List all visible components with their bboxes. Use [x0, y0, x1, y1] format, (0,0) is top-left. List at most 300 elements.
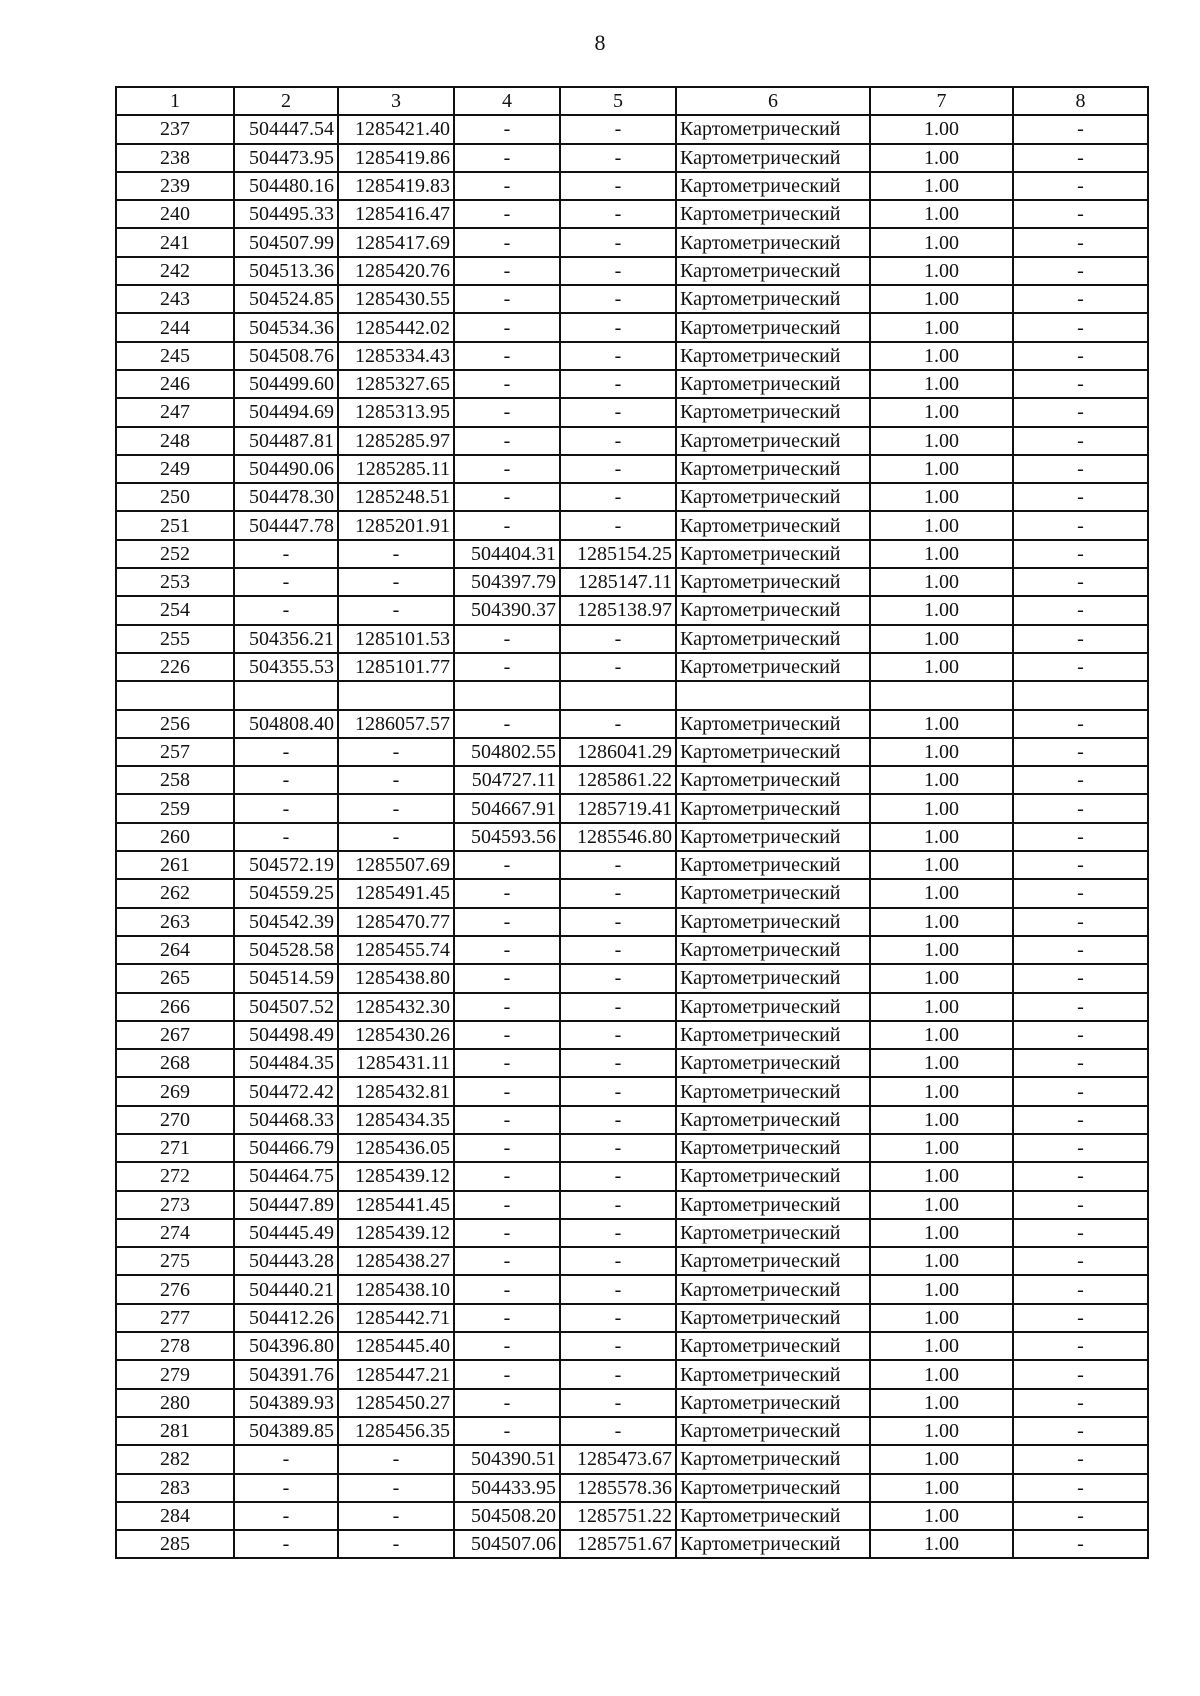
table-cell: -: [560, 936, 676, 964]
table-cell: 504396.80: [234, 1332, 338, 1360]
table-cell: 1285147.11: [560, 568, 676, 596]
table-cell: -: [1013, 1530, 1148, 1558]
table-cell: 1.00: [870, 738, 1013, 766]
table-cell: Картометрический: [676, 1275, 870, 1303]
table-header-row: [116, 87, 1148, 115]
table-cell: 504490.06: [234, 455, 338, 483]
table-row: [116, 370, 1148, 398]
table-row: [116, 1389, 1148, 1417]
table-cell: -: [454, 427, 560, 455]
table-cell: 226: [116, 653, 234, 681]
table-cell: -: [1013, 115, 1148, 143]
table-cell: Картометрический: [676, 1106, 870, 1134]
table-cell: -: [1013, 1332, 1148, 1360]
table-cell: 239: [116, 172, 234, 200]
table-cell: 283: [116, 1474, 234, 1502]
table-cell: 504466.79: [234, 1134, 338, 1162]
table-cell: -: [454, 144, 560, 172]
table-cell: -: [560, 964, 676, 992]
table-cell: Картометрический: [676, 908, 870, 936]
table-cell: -: [338, 1474, 454, 1502]
table-cell: -: [234, 568, 338, 596]
table-cell: Картометрический: [676, 1474, 870, 1502]
table-cell: Картометрический: [676, 511, 870, 539]
table-cell: Картометрический: [676, 568, 870, 596]
table-cell: -: [454, 1275, 560, 1303]
table-cell: -: [560, 1191, 676, 1219]
table-cell: Картометрический: [676, 257, 870, 285]
table-cell: -: [1013, 568, 1148, 596]
table-cell: 504593.56: [454, 823, 560, 851]
table-cell: -: [454, 1389, 560, 1417]
table-cell: [1013, 681, 1148, 709]
table-cell: [234, 681, 338, 709]
table-cell: -: [560, 1049, 676, 1077]
table-cell: -: [1013, 483, 1148, 511]
table-cell: -: [454, 1021, 560, 1049]
table-cell: 1.00: [870, 1162, 1013, 1190]
table-cell: -: [454, 993, 560, 1021]
table-cell: -: [1013, 936, 1148, 964]
table-cell: 1.00: [870, 1304, 1013, 1332]
table-cell: -: [1013, 1219, 1148, 1247]
table-cell: Картометрический: [676, 993, 870, 1021]
table-row: [116, 681, 1148, 709]
table-row: [116, 879, 1148, 907]
table-row: [116, 710, 1148, 738]
table-cell: 1285432.30: [338, 993, 454, 1021]
table-cell: -: [560, 1106, 676, 1134]
table-cell: 1.00: [870, 1275, 1013, 1303]
table-cell: -: [454, 1219, 560, 1247]
table-row: [116, 144, 1148, 172]
table-cell: 1286057.57: [338, 710, 454, 738]
table-cell: 251: [116, 511, 234, 539]
table-cell: 284: [116, 1502, 234, 1530]
table-cell: 1285719.41: [560, 794, 676, 822]
table-cell: -: [1013, 1445, 1148, 1473]
table-cell: -: [1013, 596, 1148, 624]
table-cell: 270: [116, 1106, 234, 1134]
table-cell: 281: [116, 1417, 234, 1445]
table-cell: 1285470.77: [338, 908, 454, 936]
table-cell: -: [1013, 1247, 1148, 1275]
table-cell: 1.00: [870, 1417, 1013, 1445]
table-cell: Картометрический: [676, 766, 870, 794]
table-cell: Картометрический: [676, 1417, 870, 1445]
table-cell: -: [560, 653, 676, 681]
table-cell: -: [1013, 342, 1148, 370]
table-cell: 1285416.47: [338, 200, 454, 228]
table-cell: 1.00: [870, 596, 1013, 624]
table-cell: -: [560, 1417, 676, 1445]
table-cell: Картометрический: [676, 1389, 870, 1417]
table-cell: -: [1013, 851, 1148, 879]
table-cell: 1.00: [870, 285, 1013, 313]
table-cell: Картометрический: [676, 228, 870, 256]
table-cell: -: [234, 1474, 338, 1502]
table-cell: -: [560, 1389, 676, 1417]
table-cell: -: [560, 1219, 676, 1247]
table-cell: Картометрический: [676, 342, 870, 370]
table-cell: 504397.79: [454, 568, 560, 596]
table-cell: 259: [116, 794, 234, 822]
table-cell: -: [338, 596, 454, 624]
table-cell: -: [560, 313, 676, 341]
table-cell: 1285447.21: [338, 1360, 454, 1388]
table-cell: Картометрический: [676, 794, 870, 822]
table-cell: 504513.36: [234, 257, 338, 285]
table-row: [116, 172, 1148, 200]
table-cell: -: [454, 483, 560, 511]
table-cell: 1.00: [870, 908, 1013, 936]
table-cell: -: [560, 398, 676, 426]
table-row: [116, 1474, 1148, 1502]
table-cell: 504524.85: [234, 285, 338, 313]
table-cell: -: [454, 964, 560, 992]
table-cell: 504445.49: [234, 1219, 338, 1247]
table-cell: 1285438.80: [338, 964, 454, 992]
table-cell: -: [1013, 794, 1148, 822]
table-cell: Картометрический: [676, 1304, 870, 1332]
table-cell: 1.00: [870, 172, 1013, 200]
table-cell: -: [338, 794, 454, 822]
table-cell: -: [1013, 1360, 1148, 1388]
table-cell: 1285751.22: [560, 1502, 676, 1530]
table-cell: -: [338, 1530, 454, 1558]
table-cell: 504389.85: [234, 1417, 338, 1445]
table-cell: Картометрический: [676, 653, 870, 681]
table-cell: 254: [116, 596, 234, 624]
table-cell: -: [1013, 427, 1148, 455]
table-cell: 258: [116, 766, 234, 794]
table-cell: 504727.11: [454, 766, 560, 794]
table-cell: -: [1013, 1304, 1148, 1332]
table-cell: -: [1013, 993, 1148, 1021]
table-cell: 263: [116, 908, 234, 936]
table-cell: 238: [116, 144, 234, 172]
table-row: [116, 1219, 1148, 1247]
table-cell: 1.00: [870, 1445, 1013, 1473]
table-cell: -: [1013, 144, 1148, 172]
table-row: [116, 228, 1148, 256]
table-cell: -: [1013, 1162, 1148, 1190]
table-cell: Картометрический: [676, 625, 870, 653]
column-header: 3: [338, 87, 454, 115]
table-cell: 1.00: [870, 144, 1013, 172]
table-cell: -: [454, 172, 560, 200]
table-cell: 1285442.71: [338, 1304, 454, 1332]
table-cell: 504464.75: [234, 1162, 338, 1190]
table-cell: -: [1013, 540, 1148, 568]
table-row: [116, 455, 1148, 483]
table-cell: -: [454, 455, 560, 483]
table-cell: 282: [116, 1445, 234, 1473]
table-row: [116, 115, 1148, 143]
table-cell: 1285861.22: [560, 766, 676, 794]
table-cell: 1.00: [870, 1021, 1013, 1049]
table-cell: -: [1013, 1134, 1148, 1162]
table-cell: -: [1013, 710, 1148, 738]
table-cell: 1285327.65: [338, 370, 454, 398]
table-cell: 1.00: [870, 710, 1013, 738]
table-row: [116, 1191, 1148, 1219]
column-header: 4: [454, 87, 560, 115]
table-cell: 504528.58: [234, 936, 338, 964]
table-cell: 1285439.12: [338, 1219, 454, 1247]
table-cell: 252: [116, 540, 234, 568]
table-cell: 504447.54: [234, 115, 338, 143]
table-cell: 504468.33: [234, 1106, 338, 1134]
table-cell: 504498.49: [234, 1021, 338, 1049]
table-cell: 276: [116, 1275, 234, 1303]
table-cell: -: [1013, 908, 1148, 936]
table-cell: -: [454, 1360, 560, 1388]
table-cell: 1285430.55: [338, 285, 454, 313]
column-header: 1: [116, 87, 234, 115]
table-cell: 1.00: [870, 1389, 1013, 1417]
table-cell: -: [1013, 653, 1148, 681]
table-cell: -: [234, 823, 338, 851]
table-cell: 1.00: [870, 398, 1013, 426]
table-cell: 504534.36: [234, 313, 338, 341]
table-cell: -: [1013, 1389, 1148, 1417]
table-cell: 285: [116, 1530, 234, 1558]
table-cell: -: [454, 370, 560, 398]
table-cell: 504487.81: [234, 427, 338, 455]
table-cell: 504507.52: [234, 993, 338, 1021]
table-cell: 1.00: [870, 794, 1013, 822]
table-cell: -: [454, 511, 560, 539]
table-cell: -: [454, 1134, 560, 1162]
table-cell: -: [1013, 766, 1148, 794]
table-cell: -: [560, 370, 676, 398]
table-cell: 264: [116, 936, 234, 964]
table-row: [116, 596, 1148, 624]
table-cell: 240: [116, 200, 234, 228]
table-row: [116, 1530, 1148, 1558]
table-cell: -: [1013, 511, 1148, 539]
table-cell: 277: [116, 1304, 234, 1332]
table-cell: [560, 681, 676, 709]
table-cell: -: [560, 285, 676, 313]
table-cell: 1.00: [870, 228, 1013, 256]
table-cell: 1.00: [870, 625, 1013, 653]
table-cell: -: [1013, 823, 1148, 851]
page-number: 8: [594, 30, 606, 55]
table-cell: Картометрический: [676, 851, 870, 879]
table-cell: -: [1013, 313, 1148, 341]
table-cell: 1.00: [870, 568, 1013, 596]
table-cell: -: [234, 596, 338, 624]
table-row: [116, 1502, 1148, 1530]
table-cell: 1.00: [870, 1191, 1013, 1219]
table-row: [116, 427, 1148, 455]
table-cell: 504484.35: [234, 1049, 338, 1077]
table-row: [116, 1360, 1148, 1388]
table-cell: -: [560, 1360, 676, 1388]
table-cell: -: [560, 257, 676, 285]
table-cell: Картометрический: [676, 1530, 870, 1558]
table-cell: 1285248.51: [338, 483, 454, 511]
table-cell: -: [560, 1275, 676, 1303]
table-cell: -: [454, 1247, 560, 1275]
table-cell: 504514.59: [234, 964, 338, 992]
table-cell: Картометрический: [676, 596, 870, 624]
table-cell: -: [1013, 1049, 1148, 1077]
table-row: [116, 313, 1148, 341]
table-cell: 1285578.36: [560, 1474, 676, 1502]
table-cell: -: [1013, 1502, 1148, 1530]
table-cell: 504390.51: [454, 1445, 560, 1473]
table-cell: 261: [116, 851, 234, 879]
table-cell: -: [454, 1304, 560, 1332]
table-cell: 504478.30: [234, 483, 338, 511]
table-cell: -: [338, 1502, 454, 1530]
table-cell: 1.00: [870, 936, 1013, 964]
table-cell: 237: [116, 115, 234, 143]
table-cell: 1.00: [870, 1530, 1013, 1558]
table-row: [116, 257, 1148, 285]
column-header: 7: [870, 87, 1013, 115]
coordinates-table: [115, 86, 1149, 1559]
table-cell: 1.00: [870, 993, 1013, 1021]
table-cell: -: [454, 710, 560, 738]
table-cell: 504508.76: [234, 342, 338, 370]
table-cell: 1285455.74: [338, 936, 454, 964]
table-row: [116, 1134, 1148, 1162]
table-cell: 1285285.97: [338, 427, 454, 455]
table-cell: 1285431.11: [338, 1049, 454, 1077]
table-cell: 1285417.69: [338, 228, 454, 256]
table-cell: 504494.69: [234, 398, 338, 426]
table-cell: 1.00: [870, 823, 1013, 851]
table-cell: -: [454, 1162, 560, 1190]
table-cell: 1285430.26: [338, 1021, 454, 1049]
table-cell: 275: [116, 1247, 234, 1275]
table-cell: -: [338, 766, 454, 794]
table-cell: Картометрический: [676, 1332, 870, 1360]
table-cell: 1285154.25: [560, 540, 676, 568]
table-cell: -: [1013, 964, 1148, 992]
table-cell: 1.00: [870, 313, 1013, 341]
table-cell: -: [454, 398, 560, 426]
table-row: [116, 823, 1148, 851]
table-cell: 504447.89: [234, 1191, 338, 1219]
table-row: [116, 540, 1148, 568]
table-cell: -: [454, 1106, 560, 1134]
table-cell: Картометрический: [676, 200, 870, 228]
table-row: [116, 398, 1148, 426]
table-cell: 1.00: [870, 1332, 1013, 1360]
table-cell: 256: [116, 710, 234, 738]
table-row: [116, 738, 1148, 766]
table-cell: -: [1013, 1106, 1148, 1134]
table-cell: 1.00: [870, 257, 1013, 285]
table-cell: -: [234, 1445, 338, 1473]
table-cell: -: [1013, 1275, 1148, 1303]
table-cell: -: [1013, 1021, 1148, 1049]
column-header: 8: [1013, 87, 1148, 115]
table-cell: -: [560, 1332, 676, 1360]
table-cell: 1.00: [870, 1077, 1013, 1105]
table-cell: 1285313.95: [338, 398, 454, 426]
table-cell: -: [1013, 257, 1148, 285]
table-cell: -: [454, 313, 560, 341]
table-cell: 1286041.29: [560, 738, 676, 766]
table-cell: 504389.93: [234, 1389, 338, 1417]
table-cell: 1285421.40: [338, 115, 454, 143]
table-cell: 1285751.67: [560, 1530, 676, 1558]
table-cell: Картометрический: [676, 1247, 870, 1275]
table-cell: 278: [116, 1332, 234, 1360]
table-cell: -: [560, 993, 676, 1021]
table-cell: -: [338, 738, 454, 766]
table-cell: 268: [116, 1049, 234, 1077]
column-header: 5: [560, 87, 676, 115]
table-cell: 1285473.67: [560, 1445, 676, 1473]
table-cell: Картометрический: [676, 172, 870, 200]
table-cell: 241: [116, 228, 234, 256]
table-cell: -: [560, 1134, 676, 1162]
table-row: [116, 1304, 1148, 1332]
table-cell: -: [234, 1530, 338, 1558]
table-row: [116, 653, 1148, 681]
table-cell: [870, 681, 1013, 709]
table-cell: 1285439.12: [338, 1162, 454, 1190]
table-cell: 504473.95: [234, 144, 338, 172]
table-cell: 272: [116, 1162, 234, 1190]
table-cell: 504507.06: [454, 1530, 560, 1558]
table-cell: 262: [116, 879, 234, 907]
table-cell: -: [234, 1502, 338, 1530]
table-cell: -: [560, 483, 676, 511]
table-cell: 1.00: [870, 766, 1013, 794]
table-cell: 1.00: [870, 342, 1013, 370]
table-cell: 279: [116, 1360, 234, 1388]
table-cell: Картометрический: [676, 540, 870, 568]
table-cell: 1.00: [870, 200, 1013, 228]
table-cell: 266: [116, 993, 234, 1021]
table-cell: -: [560, 625, 676, 653]
table-cell: -: [1013, 1417, 1148, 1445]
table-cell: 1.00: [870, 1360, 1013, 1388]
table-cell: 1.00: [870, 1049, 1013, 1077]
table-cell: Картометрический: [676, 398, 870, 426]
table-cell: 504572.19: [234, 851, 338, 879]
table-cell: [676, 681, 870, 709]
table-cell: 504480.16: [234, 172, 338, 200]
table-cell: -: [560, 427, 676, 455]
table-cell: 504433.95: [454, 1474, 560, 1502]
table-row: [116, 511, 1148, 539]
table-cell: 243: [116, 285, 234, 313]
table-cell: -: [234, 766, 338, 794]
table-row: [116, 766, 1148, 794]
table-cell: 1.00: [870, 1247, 1013, 1275]
table-cell: 504495.33: [234, 200, 338, 228]
table-row: [116, 200, 1148, 228]
table-cell: 504356.21: [234, 625, 338, 653]
table-cell: -: [1013, 1077, 1148, 1105]
table-cell: -: [1013, 1474, 1148, 1502]
table-cell: 1285285.11: [338, 455, 454, 483]
table-cell: Картометрический: [676, 1077, 870, 1105]
table-cell: -: [454, 1077, 560, 1105]
table-cell: -: [560, 200, 676, 228]
table-cell: [454, 681, 560, 709]
table-cell: Картометрический: [676, 285, 870, 313]
